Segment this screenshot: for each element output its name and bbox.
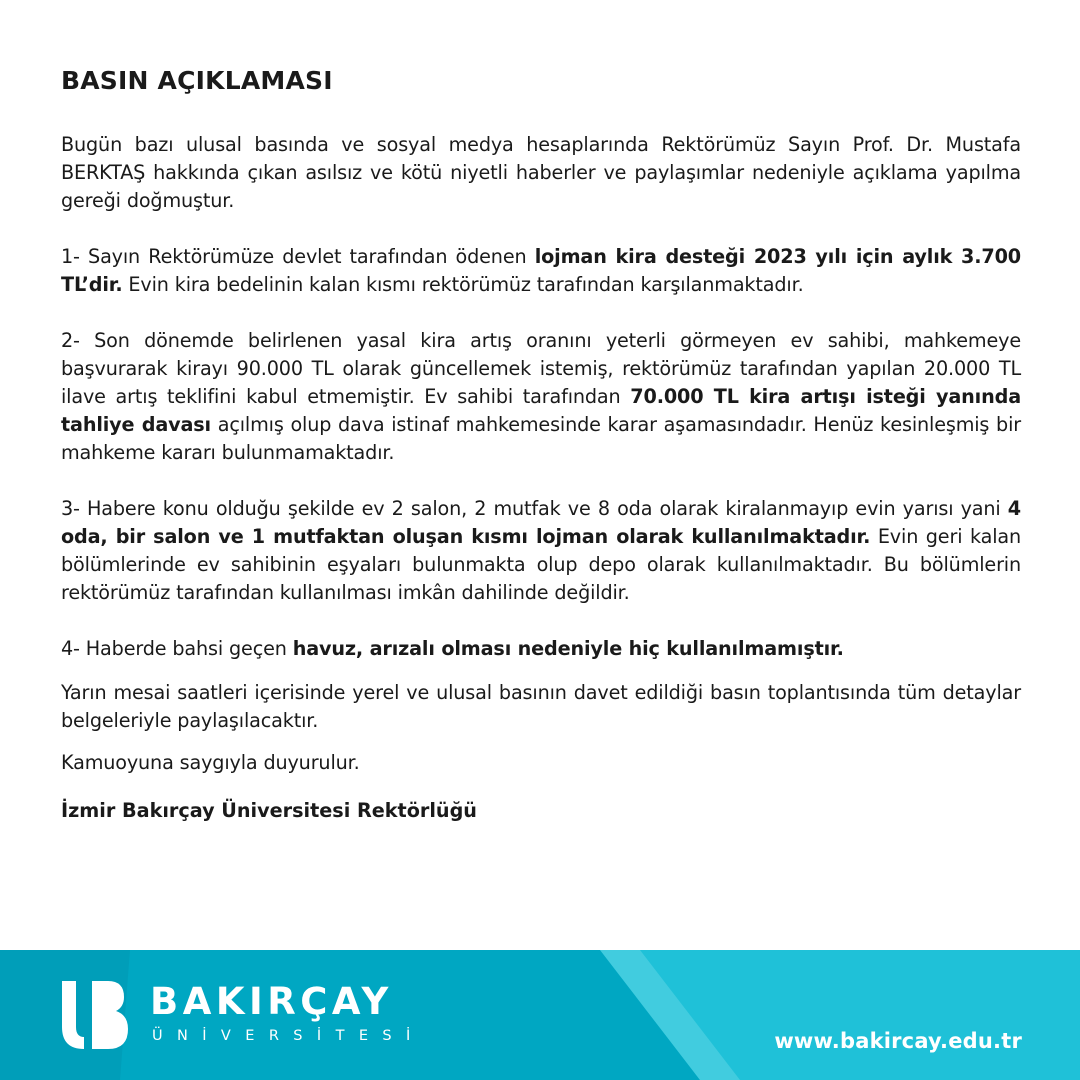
item-1-bold-text: lojman kira desteği 2023 yılı için aylık 3.700 TL’dir. (61, 245, 1021, 296)
item-3-text: 3- Habere konu olduğu şekilde ev 2 salon, 2 mutfak ve 8 oda olarak kiralanmayıp evin yarısı yani (61, 497, 1008, 520)
university-logo-icon (56, 977, 132, 1053)
item-4-bold-text: havuz, arızalı olması nedeniyle hiç kullanılmamıştır. (292, 637, 844, 660)
item-1-text: 1- Sayın Rektörümüze devlet tarafından ödenen (61, 245, 535, 268)
press-release (61, 66, 1021, 822)
item-2-text-end: açılmış olup dava istinaf mahkemesinde karar aşamasındadır. Henüz kesinleşmiş bir mahkeme kararı bulunmamaktadır. (61, 413, 1021, 464)
signature: İzmir Bakırçay Üniversitesi Rektörlüğü (61, 799, 477, 822)
item-1-text-end: Evin kira bedelinin kalan kısmı rektörümüz tarafından karşılanmaktadır. (122, 273, 804, 296)
item-2-paragraph (61, 327, 1021, 467)
item-3-bold-text: 4 oda, bir salon ve 1 mutfaktan oluşan kısmı lojman olarak kullanılmaktadır. (61, 497, 1021, 548)
website-link[interactable]: www.bakircay.edu.tr (774, 1029, 1022, 1053)
item-2-text: 2- Son dönemde belirlenen yasal kira artış oranını yeterli görmeyen ev sahibi, mahkemeye başvurarak kirayı 90.000 TL olarak güncellemek istemiş, rektörümüz tarafından yapılan 20.000 TL ilave artış teklifini kabul etmemiştir. Ev sahibi tarafından (61, 329, 1021, 408)
footer-banner (0, 950, 1080, 1080)
item-3-paragraph (61, 495, 1021, 607)
item-2-bold-text: 70.000 TL kira artışı isteği yanında tahliye davası (61, 385, 1021, 436)
document-title: BASIN AÇIKLAMASI (61, 66, 333, 95)
item-3-text-end: Evin geri kalan bölümlerinde ev sahibinin eşyaları bulunmakta olup depo olarak kullanılmaktadır. Bu bölümlerin rektörümüz tarafından kullanılması imkân dahilinde değildir. (61, 525, 1021, 604)
item-1-paragraph (61, 243, 1021, 299)
logo-subtitle: ÜNİVERSİTESİ (152, 1028, 425, 1044)
intro-paragraph: Bugün bazı ulusal basında ve sosyal medya hesaplarında Rektörümüz Sayın Prof. Dr. Mustafa BERKTAŞ hakkında çıkan asılsız ve kötü niyetli haberler ve paylaşımlar nedeniyle açıklama yapılma gereği doğmuştur. (61, 133, 1021, 212)
closing-line: Kamuoyuna saygıyla duyurulur. (61, 751, 360, 774)
item-4-text: 4- Haberde bahsi geçen (61, 637, 293, 660)
announcement-paragraph: Yarın mesai saatleri içerisinde yerel ve ulusal basının davet edildiği basın toplantısında tüm detaylar belgeleriyle paylaşılacaktır. (61, 681, 1021, 732)
item-4-paragraph (61, 635, 1021, 663)
logo-wordmark: BAKIRÇAY (150, 980, 393, 1023)
